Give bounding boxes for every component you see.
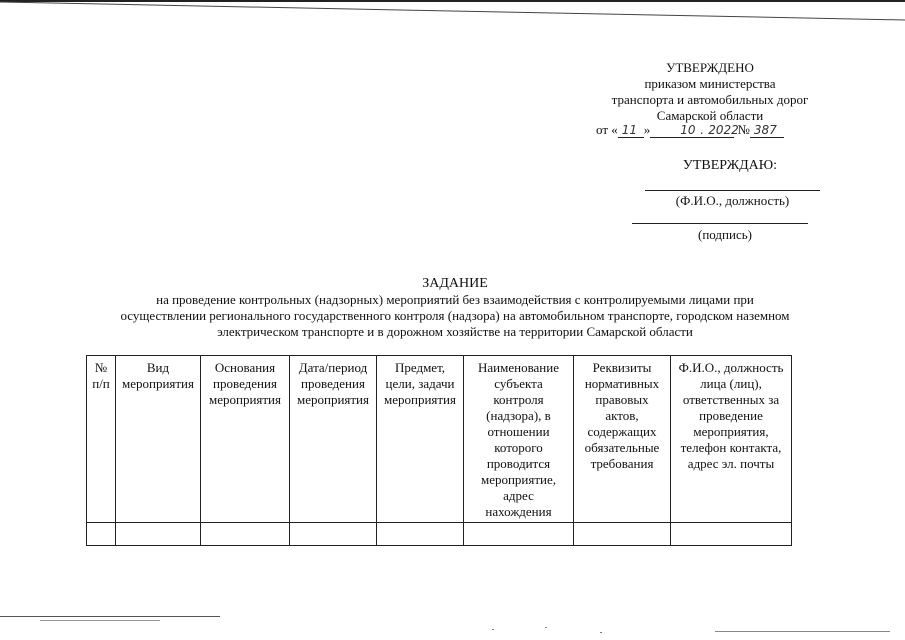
col-date-line: мероприятия (296, 392, 369, 407)
number-sign: № (737, 122, 750, 137)
position-caption: (Ф.И.О., должность) (675, 193, 790, 208)
table-header-row (87, 356, 792, 523)
col-subject-line: мероприятия (383, 392, 456, 407)
col-responsible-line: лица (лиц), (700, 376, 762, 391)
scan-artifact-line (715, 631, 890, 632)
col-legal-acts-line: Реквизиты (592, 360, 652, 375)
col-responsible (671, 356, 792, 523)
table-cell (574, 523, 671, 546)
col-type-line: мероприятия (121, 376, 194, 391)
date-day-handwritten: 11 (621, 123, 638, 137)
approval-block (560, 60, 860, 124)
signature-line (632, 223, 808, 224)
col-entity (464, 356, 574, 523)
table-cell (464, 523, 574, 546)
col-legal-acts (574, 356, 671, 523)
date-year-handwritten: 2022 (708, 123, 739, 137)
scan-speck (492, 629, 494, 630)
col-number-line: п/п (92, 376, 110, 391)
col-subject-line: Предмет, (394, 360, 446, 375)
col-entity-line: адрес (503, 488, 534, 503)
table-cell (671, 523, 792, 546)
table-cell (290, 523, 377, 546)
col-subject (377, 356, 464, 523)
col-entity-line: (надзора), в (486, 408, 551, 423)
col-grounds-line: проведения (213, 376, 277, 391)
col-subject-line: цели, задачи (385, 376, 455, 391)
order-date-number (596, 122, 856, 140)
approval-line-3: Самарской области (656, 108, 764, 123)
col-responsible-line: ответственных за (682, 392, 780, 407)
heading-line-2: осуществлении регионального государственного контроля (надзора) на автомобильном транспорте, городском наземном (120, 308, 790, 323)
col-type (116, 356, 201, 523)
task-table (86, 355, 792, 546)
col-responsible-line: проведение (699, 408, 763, 423)
col-responsible-line: Ф.И.О., должность (678, 360, 784, 375)
document-title: ЗАДАНИЕ (422, 276, 488, 291)
scan-edge (0, 0, 905, 22)
col-entity-line: нахождения (485, 504, 552, 519)
col-entity-line: контроля (493, 392, 544, 407)
col-entity-line: Наименование (478, 360, 559, 375)
col-legal-acts-line: правовых (595, 392, 649, 407)
col-legal-acts-line: содержащих (587, 424, 657, 439)
table-cell (116, 523, 201, 546)
col-legal-acts-line: обязательные (584, 440, 660, 455)
col-entity-line: которого (494, 440, 543, 455)
scan-speck (600, 632, 602, 633)
col-date-line: проведения (301, 376, 365, 391)
date-prefix: от « (596, 122, 618, 137)
table-cell (201, 523, 290, 546)
date-month-year-blank (650, 123, 739, 138)
col-date (290, 356, 377, 523)
table-cell (377, 523, 464, 546)
scan-artifact-line (40, 620, 160, 621)
heading-line-3: электрическом транспорте и в дорожном хозяйстве на территории Самарской области (217, 324, 693, 339)
date-separator: . (700, 123, 705, 137)
col-entity-line: мероприятие, (480, 472, 557, 487)
date-day-blank (618, 123, 644, 138)
date-quote-close: » (643, 122, 651, 137)
col-number-line: № (94, 360, 108, 375)
approval-line-1: приказом министерства (644, 76, 776, 91)
col-entity-line: проводится (486, 456, 551, 471)
heading-line-1: на проведение контрольных (надзорных) мероприятий без взаимодействия с контролируемыми лицами при (156, 292, 754, 307)
col-responsible-line: мероприятия, (693, 424, 769, 439)
col-responsible-line: телефон контакта, (680, 440, 782, 455)
confirm-title: УТВЕРЖДАЮ: (682, 158, 778, 173)
approval-title: УТВЕРЖДЕНО (666, 60, 754, 75)
col-grounds (201, 356, 290, 523)
col-entity-line: субъекта (494, 376, 543, 391)
col-responsible-line: адрес эл. почты (687, 456, 775, 471)
col-legal-acts-line: актов, (605, 408, 639, 423)
col-type-line: Вид (146, 360, 170, 375)
col-legal-acts-line: требования (590, 456, 654, 471)
date-month-handwritten: 10 (680, 123, 696, 137)
col-date-line: Дата/период (298, 360, 368, 375)
document-heading (60, 276, 850, 340)
col-legal-acts-line: нормативных (584, 376, 660, 391)
scan-artifact-line (0, 616, 220, 617)
col-number (87, 356, 116, 523)
approval-line-2: транспорта и автомобильных дорог (611, 92, 809, 107)
number-blank (750, 123, 784, 138)
table-cell (87, 523, 116, 546)
table-row (87, 523, 792, 546)
col-grounds-line: мероприятия (208, 392, 281, 407)
number-handwritten: 387 (753, 123, 777, 137)
scan-speck (545, 627, 547, 628)
signature-caption: (подпись) (698, 227, 752, 242)
col-grounds-line: Основания (214, 360, 276, 375)
col-entity-line: отношении (487, 424, 550, 439)
position-line (645, 190, 820, 191)
